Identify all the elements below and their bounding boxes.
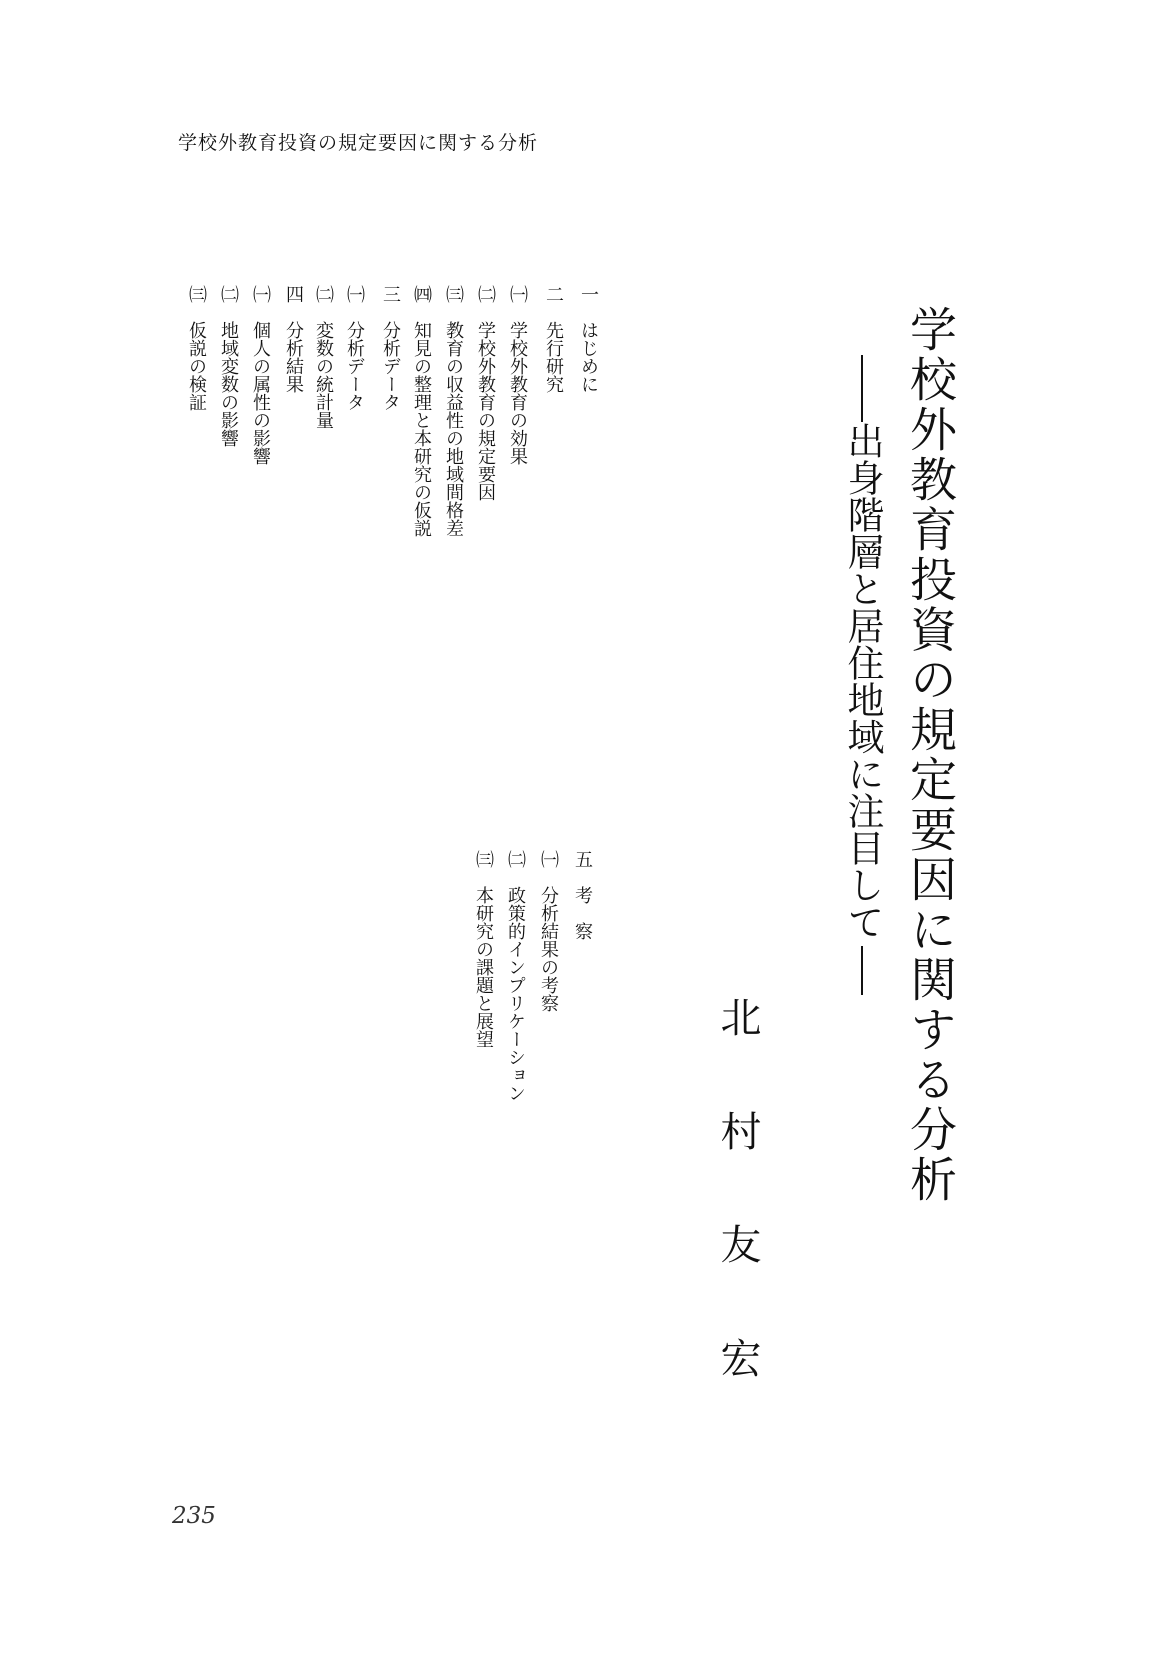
toc-item [542,285,564,393]
toc-label: 学校外教育の規定要因 [475,321,496,501]
toc-label: 分析結果の考察 [538,886,559,1012]
toc-item [504,850,526,1102]
toc-item [249,285,271,465]
toc-label: 知見の整理と本研究の仮説 [411,321,432,537]
toc-item [506,285,528,465]
toc-item [312,285,334,429]
toc-num: 三 [380,285,401,303]
toc-label: 分析データ [380,321,401,411]
toc-label: 政策的インプリケーション [505,886,526,1102]
toc-num: 一 [578,285,599,303]
toc-num: 五 [572,850,593,868]
author-name [716,985,766,1385]
author-char: 北 [720,994,762,1042]
toc-label: 本研究の課題と展望 [473,886,494,1048]
toc-item [571,850,593,940]
toc-label: 個人の属性の影響 [250,321,271,465]
toc-label: 考 察 [572,886,593,940]
toc-item [217,285,239,447]
toc-label: 分析結果 [283,321,304,393]
toc-label: 分析データ [344,321,365,411]
toc-num: ㈠ [538,850,559,868]
author-char: 宏 [720,1334,762,1383]
toc-item [472,850,494,1048]
author-char: 友 [720,1221,762,1270]
toc-label: 仮説の検証 [186,321,207,411]
toc-num: ㈡ [475,285,496,303]
toc-label: 先行研究 [543,321,564,393]
toc-item [442,285,464,537]
running-head: 学校外教育投資の規定要因に関する分析 [178,132,539,154]
toc-label: はじめに [578,321,599,393]
toc-num: ㈢ [443,285,464,303]
toc-item [185,285,207,411]
toc-num: ㈠ [250,285,271,303]
toc-num: ㈢ [473,850,494,868]
toc-label: 変数の統計量 [313,321,334,429]
toc-label: 教育の収益性の地域間格差 [443,321,464,537]
toc-item [474,285,496,501]
toc-num: 二 [543,285,564,303]
toc-item [282,285,304,393]
toc-item [537,850,559,1012]
toc-label: 学校外教育の効果 [507,321,528,465]
toc-num: ㈡ [218,285,239,303]
page-number: 235 [172,1503,216,1529]
subtitle-dash-leading [861,355,863,422]
toc-item [379,285,401,411]
toc-num: ㈠ [344,285,365,303]
article-title: 学校外教育投資の規定要因に関する分析 [902,305,957,1205]
toc-item [410,285,432,537]
author-char: 村 [720,1107,762,1156]
toc-item [577,285,599,393]
subtitle-dash-trailing [861,946,863,995]
subtitle-text: 出身階層と居住地域に注目して [841,421,884,940]
toc-num: ㈡ [505,850,526,868]
article-subtitle [840,355,884,995]
toc-num: ㈡ [313,285,334,303]
toc-num: 四 [283,285,304,303]
toc-num: ㈣ [411,285,432,303]
toc-num: ㈠ [507,285,528,303]
toc-item [343,285,365,411]
toc-label: 地域変数の影響 [218,321,239,447]
toc-num: ㈢ [186,285,207,303]
